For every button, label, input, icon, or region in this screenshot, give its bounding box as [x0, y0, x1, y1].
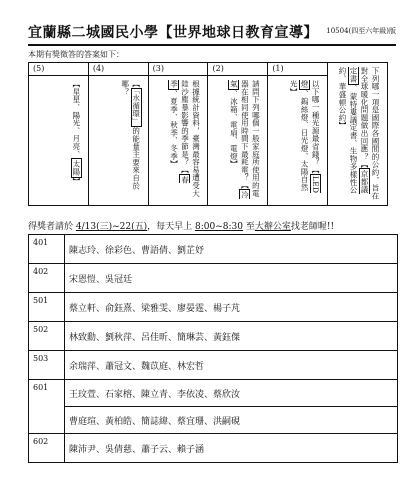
question-text: 請問下列哪個一般家庭所使用的電器在相同使用時間下最耗電？【冷氣、冰箱、電扇、電燈】 — [229, 80, 261, 200]
answer-highlight: 京都議定書 — [349, 67, 369, 194]
question-text: 以下哪一種光源最省錢？【LED燈、鎢絲燈、日光燈、太陽自然光】 — [289, 80, 321, 193]
class-number: 503 — [29, 351, 65, 380]
question-text: 【星星、陽光、月亮、太陽】 — [71, 80, 81, 186]
table-row — [29, 322, 398, 351]
question-cell — [208, 76, 268, 206]
class-number: 502 — [29, 322, 65, 351]
winner-names: 宋恩愷、吳冠廷 — [65, 264, 398, 293]
winner-names: 陳沛尹、吳倩慈、蕭子云、賴子涵 — [65, 434, 398, 463]
winner-names: 曹庭瑄、黃柏皓、簡誌緯、蔡宜珊、洪嗣硯 — [65, 407, 398, 434]
table-row — [29, 264, 398, 293]
question-text: 【「水循環」的能量主要來自於哪？ — [120, 80, 141, 190]
question-cell — [88, 76, 148, 206]
answer-highlight: LED燈 — [300, 80, 321, 193]
table-row — [29, 293, 398, 322]
version-label: 10504(四至六年級)版 — [326, 27, 396, 35]
prize-place: 大辦公室 — [254, 222, 291, 232]
table-row — [29, 434, 398, 463]
question-text: 下列哪一項是國際各國間的公約，旨在對全球暖化問題做出回應？【京都議定書、蒙特婁議定書、生物多樣性公約、華盛頓公約】 — [338, 67, 380, 200]
answer-highlight: 「水循環」 — [131, 89, 141, 126]
question-text: 根據統計資料，臺灣最容易遭受大陸沙塵暴影響的季節是？【春季、夏季、秋季、冬季】 — [169, 80, 201, 197]
intro-text: 本期有獎徵答的答案如下： — [28, 50, 124, 59]
answers-table — [28, 62, 388, 206]
class-number: 401 — [29, 235, 65, 264]
class-number: 501 — [29, 293, 65, 322]
winner-names: 林致勳、劉秋萍、呂佳昕、簡琳芸、黃鈺傑 — [65, 322, 398, 351]
table-row — [29, 351, 398, 380]
document-title: 宜蘭縣二城國民小學【世界地球日教育宣導】 — [28, 25, 318, 41]
question-number: (5) — [29, 63, 89, 76]
table-row — [29, 380, 398, 407]
prize-notice: 得獎者請於 4/13(三)~22(五)，每天早上 8:00~8:30 至大辦公室找老師喔!! — [28, 222, 335, 232]
question-number: (1) — [268, 63, 328, 76]
winner-names: 王玟萱、石家榕、陳立青、李依凌、蔡欣汝 — [65, 380, 398, 407]
question-cell — [148, 76, 208, 206]
prize-time: 8:00~8:30 — [195, 222, 243, 232]
question-number — [328, 63, 388, 206]
table-row — [29, 235, 398, 264]
winner-names: 陳志玲、徐彩色、曹語倩、劉芷妤 — [65, 235, 398, 264]
answer-highlight: 太陽 — [71, 160, 81, 176]
question-number: (4) — [88, 63, 148, 76]
answer-highlight: 春季 — [169, 80, 190, 184]
question-cell — [268, 76, 328, 206]
question-number: (3) — [148, 63, 208, 76]
class-number: 601 — [29, 380, 65, 434]
winner-names: 余瑞萍、蕭冠文、魏苡庭、林宏哲 — [65, 351, 398, 380]
question-cell — [29, 76, 89, 206]
winners-table — [28, 234, 398, 463]
question-number: (2) — [208, 63, 268, 76]
document-header — [28, 20, 396, 46]
prize-dates: 4/13(三)~22(五) — [75, 222, 148, 232]
table-row — [29, 407, 398, 434]
class-number: 402 — [29, 264, 65, 293]
class-number: 602 — [29, 434, 65, 463]
answer-highlight: 冷氣 — [229, 80, 250, 200]
winner-names: 蔡立軒、俞鈺熹、梁雅雯、廖晏霆、楊子芃 — [65, 293, 398, 322]
